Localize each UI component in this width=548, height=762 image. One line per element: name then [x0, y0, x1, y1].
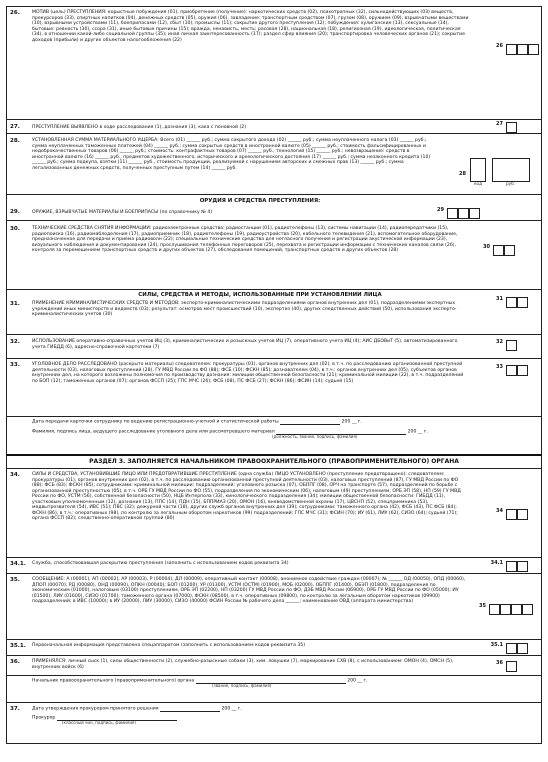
item-27-number: 27.	[10, 124, 20, 130]
item-30-input[interactable]	[493, 245, 504, 256]
item-34-1-box-label: 34.1	[490, 560, 503, 566]
item-34-number: 34.	[10, 472, 20, 478]
item-36-box-label: 36	[496, 660, 503, 666]
item-35-input-3[interactable]	[511, 604, 522, 615]
item-31-input[interactable]	[506, 297, 517, 308]
item-34-text: СИЛЫ И СРЕДСТВА, УСТАНОВИВШИЕ ЛИЦО ИЛИ ПРЕДОТВРАТИВШИЕ ПРЕСТУПЛЕНИЕ (одна служба) ЛИЦО УСТАНОВЛЕНО (преступление предотвращено): следователем: прокуратуры (01), органов внутренних дел (02), в т.ч. по расследованию организованной преступной деятельности (03), налоговых преступлений (87), ГУ МВД России по ФО (88); ФСБ (83); ФСКН (85); сотрудниками: криминальной милиции: подразделений: уголовного розыска (07), ОБППГ (08), ОРЧ на транспорте (57), подразделений по борьбе с организованной преступностью (05), в т.ч. ОРБ ГУ МВД России по ФО (55), подразделения по экономическим (06), налоговым (49) преступлениям, ОРБ ЭП (58), НП (59) ГУ МВД России по ФО, УСТМ (56), собственной безопасности (50), НЦБ Интерпола (33), кинологического подразделения (34); милиции общественной безопасности: ГИБДД (11), участковым уполномоченным (12), дознания (13), ППС (14), ПДН (15), БППРИАЗ (20), ОМОН (16), вневедомственной охраны (17), ЦВСНП (52), спецприемника (53), медвытрезвителя (54), ИВС (51); ПВС (32); дежурной части (18), других служб органов внутренних дел (39); сотрудниками: таможенного органа (42), ФСБ (43), ПС ФСБ (84); ФСКН (86), в т.ч.: оперативных (98), по контролю за легальным оборотом наркотиков (99) подразделений; ГПС МЧС (31); ФСИН (70); ИУ (61), ЛИУ (62), СИЗО (64); судьей (71); органа ФССП (82); следственно-оперативной группой (80)	[32, 472, 461, 521]
item-33-input[interactable]	[506, 365, 517, 376]
item-29-heading: ОРУДИЯ И СРЕДСТВА ПРЕСТУПЛЕНИЯ:	[199, 198, 321, 204]
item-37-number: 37.	[10, 706, 20, 712]
item-32-number: 32.	[10, 339, 20, 345]
item-30-input-2[interactable]	[504, 245, 515, 256]
divider	[6, 416, 542, 417]
item-27-box-label: 27	[496, 121, 503, 127]
divider	[6, 655, 542, 656]
item-33-number: 33.	[10, 362, 20, 368]
item-28-sum-caption: руб.	[506, 181, 516, 186]
item-28-sum-input[interactable]	[492, 158, 530, 182]
item-26-input-3[interactable]	[528, 44, 539, 55]
divider	[6, 220, 542, 221]
item-30-text: ТЕХНИЧЕСКИЕ СРЕДСТВА СНЯТИЯ ИНФОРМАЦИИ: радиоэлектронные средства: радиостанции (01), радиотелефоны (13), системы навигации (14), радиопередатчики (15), радиопоиска (16), радиомаблоделения (17), радиоприемник (18), радиотелефоны (19), радиоустройства (20), кабельного телевидения (21), вспомогательное оборудование, предназначенное для передачи и приема радиоволн (22); специальные технические средства для негласного получения и регистрации акустической информации (23), визуального наблюдения и документирования (24), прослушивания телефонных переговоров (25), перехвата и регистрации информации с технических каналов связи (26), контроля за перемещением транспортных средств и других объектов (27), обследования помещений, транспортных средств и других объектов (28)	[32, 226, 458, 253]
item-33-input-2[interactable]	[517, 365, 528, 376]
section-3-title: РАЗДЕЛ 3. ЗАПОЛНЯЕТСЯ НАЧАЛЬНИКОМ ПРАВООХРАНИТЕЛЬНОГО (ПРАВОПРИМЕНИТЕЛЬНОГО) ОРГАНА	[89, 458, 459, 465]
chief-line: Начальник правоохранительного (правоприменительного) органа	[32, 678, 195, 684]
item-26-text: МОТИВ (цель) ПРЕСТУПЛЕНИЯ: корыстные побуждения (01), приобретение (получение): наркотических средств (02), психотропных (32), сильнодействующих (03) веществ, прекурсоров (33), спиртных напитков (04), денежных средств (05), оружия (06), завладение: транспортным средством (07), грузом (08), оружием (09), взрывчатыми веществами (10), взрывными устройствами (11), боеприпасами (12), сбыт (10); промыслы (11); сокрытие другого преступления (12); побуждения: хулиганские (13), сексуальные (14), бытовые: ревность (30), ссора (31), иные бытовые причины (15); вражда, ненависть, месть: расовая (28), национальная (18), религиозная (19), идеологическая, политическая (34), в отношении какой-либо социальной группы (35); иная личная заинтересованность (17); раздел сфер влияния (20); транспортировка человеческих органов (21); сокрытие доходов (прибыли) и других объектов налогообложения (22)	[32, 10, 469, 43]
divider	[6, 675, 542, 676]
item-33-text: УГОЛОВНОЕ ДЕЛО РАССЛЕДОВАНО (раскрыто материалы) следователем: прокуратуры (01), органов внутренних дел (02), в т.ч. по расследованию организованной преступной деятельности (03), налоговых преступлений (28), ГУ МВД России по ФО (88); ФСБ (10); ФСКН (85); дознавателем (04), в т.ч.: органов внутренних дел (05), субъектов органов внутренних дел, на которого возложены полномочия по производству дознания: милиции общественной безопасности (21); криминальной милиции (22), в т.ч. подразделений по БОП (12); таможенных органов (07); органов ФССП (25); ГПС МЧС (26); ФСБ (08), ПС ФСБ (27); ФСКН (86); ФСИН (14); судьей (15)	[32, 362, 464, 384]
transfer-date-suffix: 200 __ г.	[341, 419, 362, 425]
item-30-number: 30.	[10, 226, 20, 232]
item-34-input-2[interactable]	[517, 509, 528, 520]
divider	[6, 454, 542, 456]
transfer-signature-caption: (должность, звание, подпись, фамилия)	[272, 434, 358, 439]
item-29-number: 29.	[10, 209, 20, 215]
chief-date-suffix: 200 __ г.	[347, 678, 368, 684]
item-33-box-label: 33	[496, 364, 503, 370]
item-37-block	[32, 706, 518, 726]
divider	[6, 289, 542, 290]
divider	[6, 119, 542, 120]
item-36-number: 36.	[10, 659, 20, 665]
item-26-box-label: 26	[496, 43, 503, 49]
item-31-input-2[interactable]	[517, 297, 528, 308]
item-30-box-label: 30	[483, 244, 490, 250]
item-29-text: ОРУЖИЕ, ВЗРЫВЧАТЫЕ МАТЕРИАЛЫ И БОЕПРИПАСЫ (по справочнику № 4)	[32, 210, 213, 215]
item-27-text: ПРЕСТУПЛЕНИЕ ВЫЯВЛЕНО в ходе расследования (1), дознания (3); кака с поновной (2)	[32, 125, 246, 130]
divider	[6, 573, 542, 574]
divider	[6, 358, 542, 359]
divider	[6, 334, 542, 335]
item-27-input[interactable]	[506, 122, 517, 133]
item-35-1-input-2[interactable]	[517, 643, 528, 654]
item-34-1-input-2[interactable]	[517, 561, 528, 572]
item-31-text: ПРИМЕНЕНИЕ КРИМИНАЛИСТИЧЕСКИХ СРЕДСТВ И МЕТОДОВ: эксперто-криминалистическими подразделениями органов внутренних дел (01), подразделениями экспертных учреждений иных министерств и ведомств (03); результат: осмотров мест происшествий (10), экспертиз (40), других следственных действий (50), использования эксперто-криминалистических учетов (30)	[32, 301, 457, 317]
item-31-box-label: 31	[496, 296, 503, 302]
item-36-text: ПРИМЕНЯЛСЯ: личный сыск (1), силы общественности (2), служебно-разыскные собаки (3), хим. ловушки (7), маркирование СХВ (8), с использованием: ОМОН (4), ОМСН (5), внутренних войск (6)	[32, 659, 454, 670]
item-28-number: 28.	[10, 138, 20, 144]
divider	[6, 639, 542, 640]
item-37-date-field[interactable]	[160, 706, 220, 712]
item-34-input[interactable]	[506, 509, 517, 520]
item-35-1-input[interactable]	[506, 643, 517, 654]
divider	[6, 468, 542, 469]
item-26-input-2[interactable]	[517, 44, 528, 55]
item-31-number: 31.	[10, 301, 20, 307]
transfer-line-1: Дата передачи карточки сотруднику по ведению регистрационно-учетной и статистической работы	[32, 419, 279, 425]
transfer-date-field[interactable]	[280, 419, 340, 425]
item-26-number: 26.	[10, 10, 20, 16]
item-35-1-box-label: 35.1	[490, 642, 503, 648]
chief-block	[32, 678, 518, 689]
item-35-input[interactable]	[489, 604, 500, 615]
item-34-box-label: 34	[496, 508, 503, 514]
item-35-1-text: Первоначальная информация представлена спецаппаратом (заполнить с использованием кодов реквизита 35)	[32, 643, 306, 648]
divider	[6, 702, 542, 703]
item-31-heading: СИЛЫ, СРЕДСТВА И МЕТОДЫ, ИСПОЛЬЗОВАННЫЕ ПРИ УСТАНОВЛЕНИИ ЛИЦА	[138, 292, 382, 298]
item-34-1-input[interactable]	[506, 561, 517, 572]
transfer-line-2: Фамилия, подпись лица, ведущего расследование уголовного дела или рассмотревшего материал	[32, 429, 275, 435]
item-29-box-label: 29	[437, 207, 444, 213]
item-28-code-input[interactable]	[470, 158, 486, 182]
item-29-input-2[interactable]	[458, 208, 469, 219]
item-29-input-3[interactable]	[469, 208, 480, 219]
item-35-input-4[interactable]	[522, 604, 533, 615]
prosecutor-caption: (классный чин, подпись, фамилия)	[62, 720, 136, 725]
item-34-1-number: 34.1.	[10, 561, 26, 567]
item-34-1-text: Служба, способствовавшая раскрытию преступления (заполнить с использованием кодов реквизита 34)	[32, 561, 289, 566]
item-35-number: 35.	[10, 577, 20, 583]
chief-caption: (звание, подпись, фамилия)	[212, 683, 272, 688]
item-28-text: УСТАНОВЛЕННАЯ СУММА МАТЕРИАЛЬНОГО УЩЕРБА: Всего (01) ______ руб.; сумма сокрытого дохода (02) ______ руб.; сумма неуплаченного налога (03) ______ руб.; сумма неуплаченных таможенных платежей (04) ______ руб.; сумма сокрытых средств в иностранной валюте (05) ______ руб.; стоимость фальсифицированных и недоброкачественных товаров (06) ______ руб.; стоимость: контрафактных товаров (07) ______ руб., технологий (15) ______ руб.; невозвращение: средств в иностранной валюте (16) ______ руб., предметов художественного, исторического и археологического достояния (17) ______ руб.; сумма незаконного кредита (10) ______ руб.; сумма подкупа, взятки (11) ______ руб., стоимость продукции, реализуемой с нарушением авторских и смежных прав (13) ______ руб.; сумма легализованных денежных средств, полученных преступным путем (14) ______ руб.	[32, 138, 431, 171]
divider	[6, 194, 542, 195]
prosecutor-label: Прокурор	[32, 715, 56, 721]
item-35-text: СООБЩЕНИЕ: А (00001), АП (00002), АР (00003), Р (00004), ДЛ (00009), оперативный контакт (00008), анонимное содействие граждан (00007); № ______ ОД (00050), ОПД (00060), ДПОП (00070), РД (00080), ОНД (00090), ОПКН (00040); БОП (01200), УР (01300), УСТМ (ОСТМ) (01900), МОБ (02000), ОБППГ (01400), ОБЭП (01800), подразделения по экономическим (01000), налоговым (03100) преступлениям, ОРБ ЭП (02200), НП (03200) ГУ МВД России по ФО, ДЭБ МВД России (06900), ОРБ ГУ МВД России по ФО (05000); ИУ (01500), ЛИУ (01600), СИЗО (01700), таможенного органа (07000), ФСКН (08500), в т.ч. оперативных (09800), по контролю за легальным оборотом наркотиков (09900) подразделений; в ИВС (10000); в ИУ (20000), ЛИУ (30000), СИЗО (40000) ФСИН России № рабочего дела ______; наименование ОВД (аппарата министерства)	[32, 577, 466, 604]
divider	[6, 133, 542, 134]
item-36-input[interactable]	[506, 661, 517, 672]
item-29-input[interactable]	[447, 208, 458, 219]
item-35-1-number: 35.1.	[10, 643, 26, 649]
item-37-text: Дата утверждения прокурором принятого решения	[32, 706, 159, 712]
item-37-date-suffix: 200 __ г.	[221, 706, 242, 712]
item-32-text: ИСПОЛЬЗОВАНИЕ оперативно-справочных учетов ИЦ (3), криминалистических и розыскных учетов ИЦ (7), оперативного учета ИЦ (4); АИС ДБОВиТ (5), автоматизированного учета ГИБДД (6), адресно-справочной картотеки (7)	[32, 339, 458, 350]
item-35-box-label: 35	[479, 603, 486, 609]
item-32-box-label: 32	[496, 339, 503, 345]
item-28-code-caption: код	[474, 181, 482, 186]
transfer-block	[32, 419, 518, 440]
item-28-box-label: 28	[459, 171, 466, 177]
divider	[6, 557, 542, 558]
item-35-input-2[interactable]	[500, 604, 511, 615]
item-32-input[interactable]	[506, 340, 517, 351]
transfer-date-suffix-2: 200 __ г.	[407, 429, 428, 435]
item-26-input[interactable]	[506, 44, 517, 55]
